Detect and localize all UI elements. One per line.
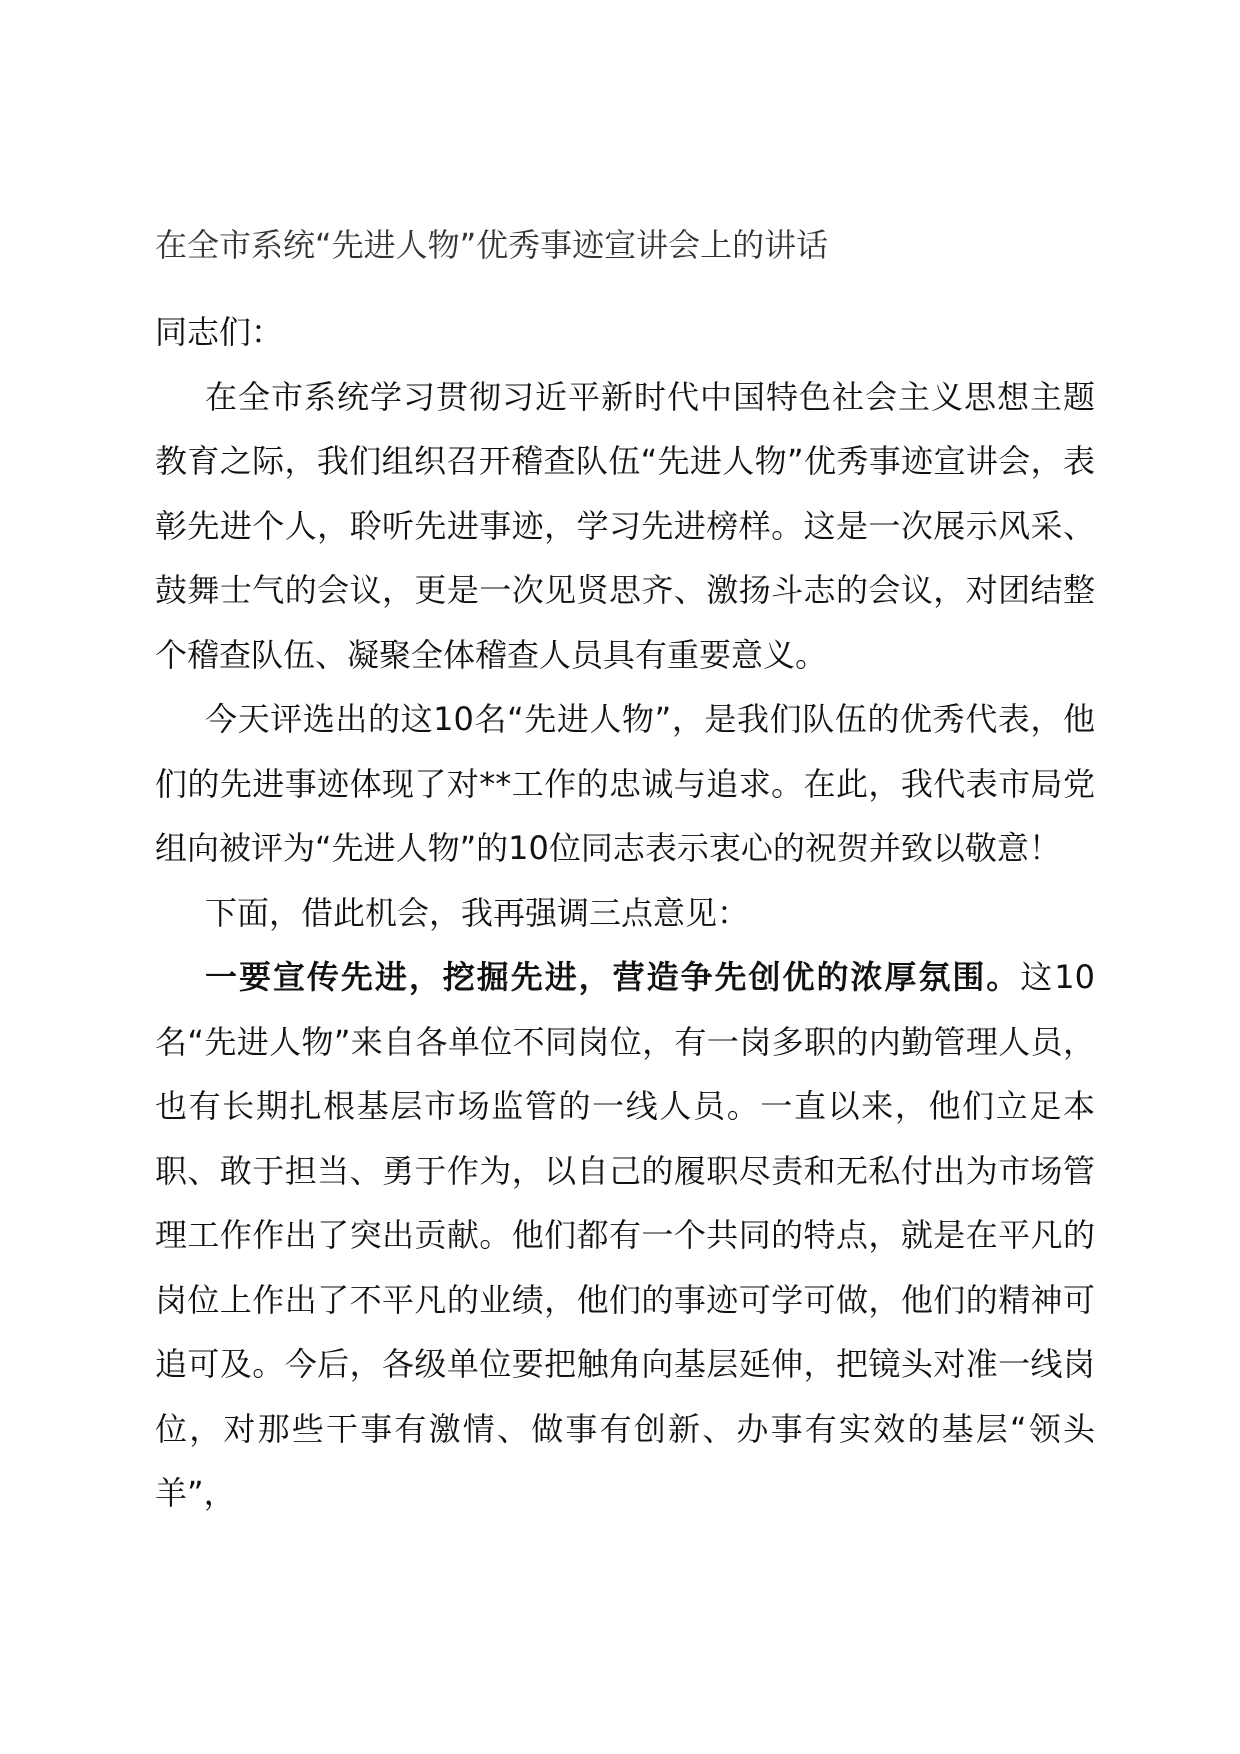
- paragraph-intro-text: 在全市系统学习贯彻习近平新时代中国特色社会主义思想主题教育之际，我们组织召开稽查队伍“先进人物”优秀事迹宣讲会，表彰先进个人，聆听先进事迹，学习先进榜样。这是一次展示风采、鼓舞士气的会议，更是一次见贤思齐、激扬斗志的会议，对团结整个稽查队伍、凝聚全体稽查人员具有重要意义。: [155, 377, 1095, 674]
- point-one-text: 这10名“先进人物”来自各单位不同岗位，有一岗多职的内勤管理人员，也有长期扎根基层市场监管的一线人员。一直以来，他们立足本职、敢于担当、勇于作为，以自己的履职尽责和无私付出为市场管理工作作出了突出贡献。他们都有一个共同的特点，就是在平凡的岗位上作出了不平凡的业绩，他们的事迹可学可做，他们的精神可追可及。今后，各级单位要把触角向基层延伸，把镜头对准一线岗位，对那些干事有激情、做事有创新、办事有实效的基层“领头羊”，: [155, 958, 1095, 1512]
- document-body: [155, 300, 1095, 1526]
- paragraph-intro: [155, 365, 1095, 688]
- document-title: 在全市系统“先进人物”优秀事迹宣讲会上的讲话: [155, 226, 829, 264]
- paragraph-congratulation: [155, 687, 1095, 881]
- paragraph-congratulation-text: 今天评选出的这10名“先进人物”，是我们队伍的优秀代表，他们的先进事迹体现了对**工作的忠诚与追求。在此，我代表市局党组向被评为“先进人物”的10位同志表示衷心的祝贺并致以敬意！: [155, 700, 1095, 867]
- salutation: 同志们：: [155, 313, 284, 351]
- paragraph-transition: [155, 881, 1095, 946]
- paragraph-point-one: [155, 945, 1095, 1526]
- paragraph-transition-text: 下面，借此机会，我再强调三点意见：: [205, 893, 750, 932]
- point-one-heading: 一要宣传先进，挖掘先进，营造争先创优的浓厚氛围。: [205, 958, 1021, 996]
